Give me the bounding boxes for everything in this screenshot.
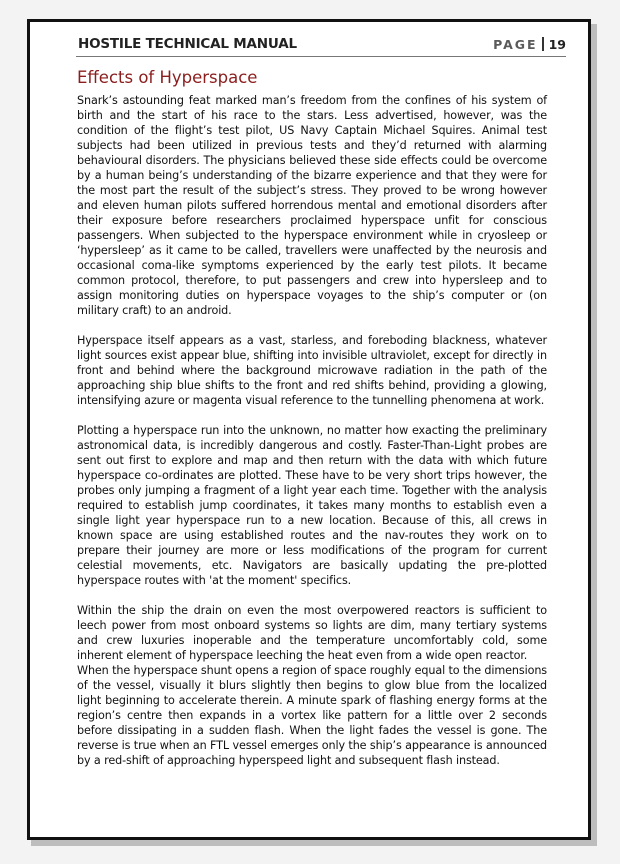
body-text — [77, 93, 547, 783]
paragraph: Hyperspace itself appears as a vast, starless, and foreboding blackness, whatever light sources exist appear blue, shifting into invisible ultraviolet, except for directly in front and behind where the background microwave radiation in the path of the approaching ship blue shifts to the front and red shifts behind, providing a glowing, intensifying azure or magenta visual reference to the tunnelling phenomena at work. — [77, 334, 547, 407]
document-page — [27, 19, 591, 840]
paragraph: When the hyperspace shunt opens a region of space roughly equal to the dimensions of the vessel, visually it blurs slightly then begins to glow blue from the localized light beginning to accelerate therein. A minute spark of flashing energy forms at the region’s centre then expands in a vortex like pattern for a little over 2 seconds before dissipating in a sudden flash. When the light fades the vessel is gone. The reverse is true when an FTL vessel emerges only the ship’s appearance is announced by a red-shift of approaching hyperspeed light and subsequent flash instead. — [77, 664, 547, 767]
paragraph: Within the ship the drain on even the most overpowered reactors is sufficient to leech power from most onboard systems so lights are dim, many tertiary systems and crew luxuries inoperable and the temperature uncomfortably cold, some inherent element of hyperspace leeching the heat even from a wide open reactor. — [77, 604, 547, 662]
section-title: Effects of Hyperspace — [77, 68, 258, 87]
manual-title: HOSTILE TECHNICAL MANUAL — [78, 36, 297, 52]
page-header — [78, 34, 566, 54]
page-label: PAGE — [493, 36, 538, 52]
page-number-block — [493, 37, 566, 52]
paragraph: Snark’s astounding feat marked man’s freedom from the confines of his system of birth and the start of his race to the stars. Less advertised, however, was the condition of the flight’s test pilot, US Navy Captain Michael Squires. Animal test subjects had been utilized in previous tests and they’d returned with alarming behavioural disorders. The physicians believed these side effects could be overcome by a human being’s understanding of the bizarre experience and that they were for the most part the result of the subject’s stress. They proved to be wrong however and eleven human pilots suffered horrendous mental and emotional disorders after their exposure before researchers proclaimed hyperspace unfit for conscious passengers. When subjected to the hyperspace environment while in cryosleep or ‘hypersleep’ as it came to be called, travellers were unaffected by the neurosis and occasional coma-like symptoms experienced by the early test pilots. It became common protocol, therefore, to put passengers and crew into hypersleep and to assign monitoring duties on hyperspace voyages to the ship’s computer or (on military craft) to an android. — [77, 94, 547, 317]
header-rule — [76, 56, 566, 57]
paragraph: Plotting a hyperspace run into the unknown, no matter how exacting the preliminary astronomical data, is incredibly dangerous and costly. Faster-Than-Light probes are sent out first to explore and map and then return with the data with which future hyperspace co-ordinates are plotted. These have to be very short trips however, the probes only jumping a fragment of a light year each time. Together with the analysis required to establish jump coordinates, it takes many months to establish even a single light year hyperspace run to a new location. Because of this, all crews in known space are using established routes and the nav-routes they work on to prepare their journey are more or less modifications of the program for current celestial movements, etc. Navigators are basically updating the pre-plotted hyperspace routes with 'at the moment' specifics. — [77, 424, 547, 587]
page-separator — [542, 37, 544, 51]
page-number: 19 — [548, 36, 566, 52]
